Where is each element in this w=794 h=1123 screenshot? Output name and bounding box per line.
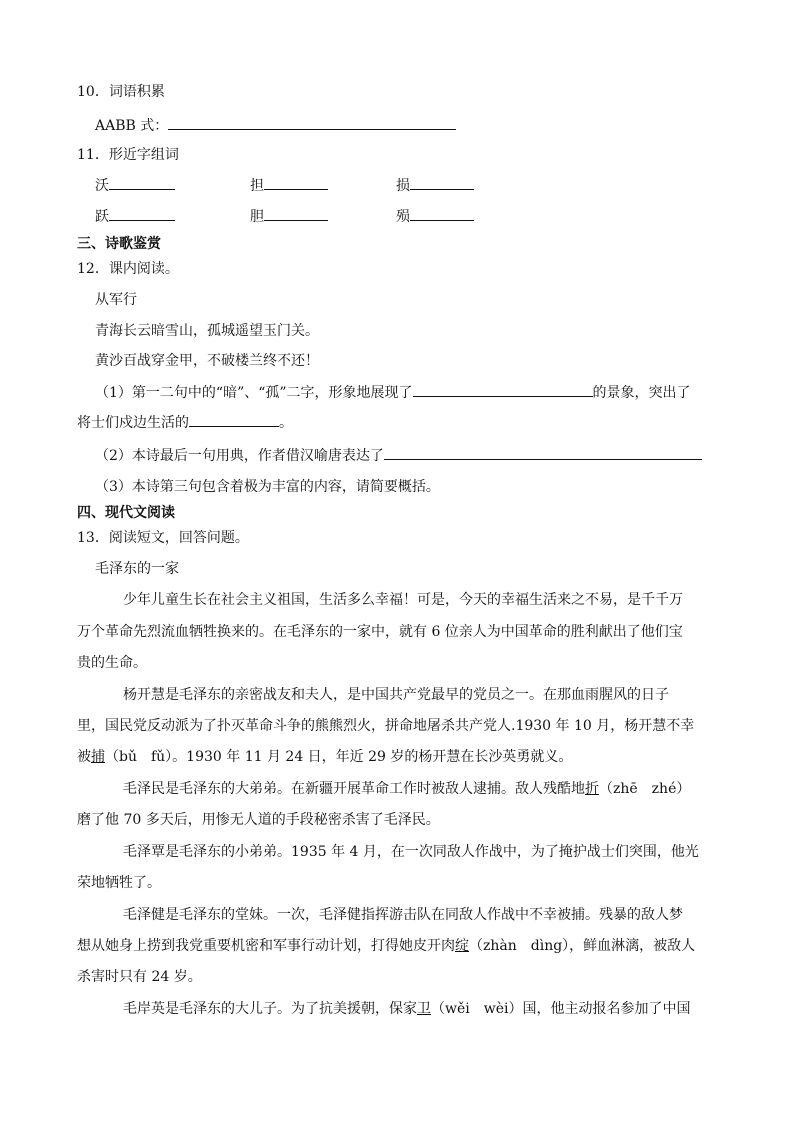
q12-sub1-text3: 将士们戍边生活的 [77, 415, 189, 431]
para1-line2: 万个革命先烈流血牺牲换来的。在毛泽东的一家中，就有 6 位亲人为中国革命的胜利献出了他们宝 [77, 624, 683, 640]
q12-sub1-text: （1）第一二句中的“暗”、“孤”二字，形象地展现了 [95, 385, 413, 401]
q11-char: 沃 [95, 178, 109, 194]
q12-sub1-blank2[interactable] [189, 412, 279, 427]
para3-line1 [123, 779, 690, 799]
para-text: （bǔ fǔ）。1930 年 11 月 24 日，年近 29 岁的杨开慧在长沙英勇就义。 [105, 749, 573, 765]
para6-line1 [123, 999, 691, 1019]
q11-blank[interactable] [410, 206, 474, 221]
q11-char: 损 [396, 178, 410, 194]
q11-char: 跃 [95, 209, 109, 225]
section4-title: 四、现代文阅读 [77, 505, 175, 521]
para4-line2: 荣地牺牲了。 [77, 875, 161, 891]
q10-aabb-row [95, 115, 456, 136]
para1-line3: 贵的生命。 [77, 655, 147, 671]
para-text: （wěi wèi）国，他主动报名参加了中国 [431, 1001, 691, 1017]
underlined-char: 折 [585, 781, 599, 797]
q11-item-5 [250, 206, 328, 227]
q11-blank[interactable] [410, 175, 474, 190]
para3-line2: 磨了他 70 多天后，用惨无人道的手段秘密杀害了毛泽民。 [77, 812, 440, 828]
q11-blank[interactable] [264, 175, 328, 190]
poem-title: 从军行 [95, 292, 137, 308]
article-title: 毛泽东的一家 [95, 561, 179, 577]
q12-sub1-blank1[interactable] [413, 382, 593, 397]
para-text: 被 [77, 749, 91, 765]
para5-line3: 杀害时只有 24 岁。 [77, 969, 202, 985]
aabb-label: AABB 式： [95, 118, 169, 134]
q12-sub2-blank[interactable] [384, 445, 702, 460]
q11-item-3 [396, 175, 474, 196]
q12-sub2-text: （2）本诗最后一句用典，作者借汉喻唐表达了 [95, 448, 384, 464]
para2-line3 [77, 747, 572, 767]
q12-sub1-text2: 的景象，突出了 [592, 385, 691, 401]
section3-title: 三、诗歌鉴赏 [77, 236, 161, 252]
q11-item-1 [95, 175, 175, 196]
underlined-char: 捕 [91, 749, 105, 765]
para1-line1: 少年儿童生长在社会主义祖国，生活多么幸福！可是，今天的幸福生活来之不易，是千千万 [123, 592, 683, 608]
poem-line-2: 黄沙百战穿金甲，不破楼兰终不还！ [95, 353, 319, 369]
para-text: 毛岸英是毛泽东的大儿子。为了抗美援朝，保家 [123, 1001, 417, 1017]
aabb-blank[interactable] [168, 115, 456, 130]
q11-blank[interactable] [109, 206, 175, 221]
q11-item-2 [250, 175, 328, 196]
q11-item-6 [396, 206, 474, 227]
q11-char: 担 [250, 178, 264, 194]
poem-line-1: 青海长云暗雪山，孤城遥望玉门关。 [95, 323, 319, 339]
para-text: （zhē zhé） [599, 781, 691, 797]
q11-char: 胆 [250, 209, 264, 225]
para4-line1: 毛泽覃是毛泽东的小弟弟。1935 年 4 月，在一次同敌人作战中，为了掩护战士们突围，他光 [123, 844, 699, 860]
underlined-char: 卫 [417, 1001, 431, 1017]
q11-item-4 [95, 206, 175, 227]
q13-title: 13．阅读短文，回答问题。 [77, 530, 249, 546]
q10-title: 10．词语积累 [77, 84, 165, 100]
underlined-char: 绽 [455, 938, 469, 954]
q11-title: 11．形近字组词 [77, 147, 179, 163]
q11-blank[interactable] [264, 206, 328, 221]
q12-sub3: （3）本诗第三句包含着极为丰富的内容，请简要概括。 [95, 479, 440, 495]
q11-blank[interactable] [109, 175, 175, 190]
q12-sub2 [95, 445, 702, 466]
q12-sub1-line2 [77, 412, 293, 433]
q12-sub1-text4: 。 [279, 415, 293, 431]
para2-line1: 杨开慧是毛泽东的亲密战友和夫人，是中国共产党最早的党员之一。在那血雨腥风的日子 [123, 687, 669, 703]
q12-title: 12．课内阅读。 [77, 261, 179, 277]
para-text: （zhàn dìng），鲜血淋漓，被敌人 [469, 938, 696, 954]
q12-sub1-line1 [95, 382, 691, 403]
q11-char: 殒 [396, 209, 410, 225]
para5-line2 [77, 936, 695, 956]
para-text: 毛泽民是毛泽东的大弟弟。在新疆开展革命工作时被敌人逮捕。敌人残酷地 [123, 781, 585, 797]
para-text: 想从她身上捞到我党重要机密和军事行动计划，打得她皮开肉 [77, 938, 455, 954]
para2-line2: 里，国民党反动派为了扑灭革命斗争的熊熊烈火，拼命地屠杀共产党人.1930 年 10 月，杨开慧不幸 [77, 718, 695, 734]
para5-line1: 毛泽健是毛泽东的堂妹。一次，毛泽健指挥游击队在同敌人作战中不幸被捕。残暴的敌人梦 [123, 907, 683, 923]
